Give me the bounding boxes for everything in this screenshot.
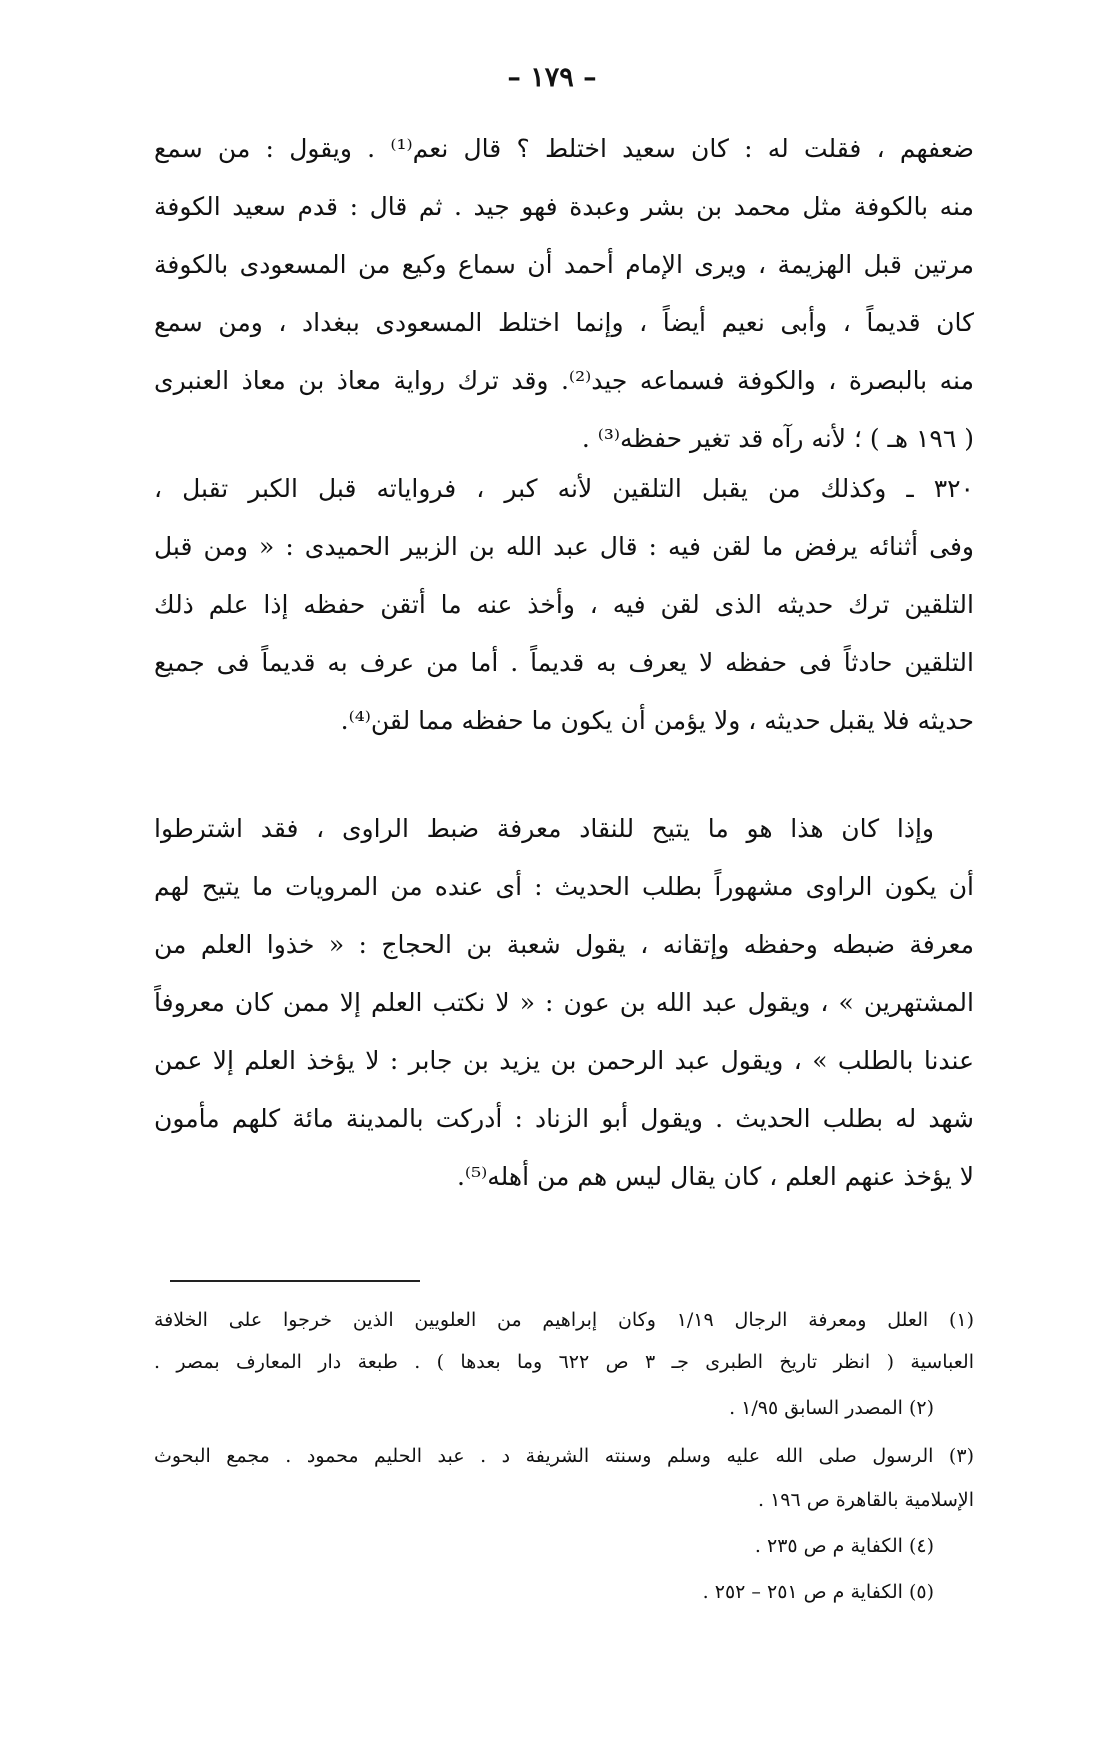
text-line: معرفة ضبطه وحفظه وإتقانه ، يقول شعبة بن الحجاج : « خذوا العلم من xyxy=(154,930,974,959)
text-line: كان قديماً ، وأبى نعيم أيضاً ، وإنما اختلط المسعودى ببغداد ، ومن سمع xyxy=(154,308,974,337)
text-line: لا يؤخذ عنهم العلم ، كان يقال ليس هم من أهله⁽⁵⁾. xyxy=(456,1162,974,1191)
text-line: ضعفهم ، فقلت له : كان سعيد اختلط ؟ قال نعم⁽¹⁾ . ويقول : من سمع xyxy=(154,134,974,163)
text-line: وفى أثنائه يرفض ما لقن فيه : قال عبد الله بن الزبير الحميدى : « ومن قبل xyxy=(154,532,974,561)
text-line: مرتين قبل الهزيمة ، ويرى الإمام أحمد أن سماع وكيع من المسعودى بالكوفة xyxy=(154,250,974,279)
text-line: التلقين ترك حديثه الذى لقن فيه ، وأخذ عنه ما أتقن حفظه إذا علم ذلك xyxy=(154,590,974,619)
text-line: شهد له بطلب الحديث . ويقول أبو الزناد : أدركت بالمدينة مائة كلهم مأمون xyxy=(154,1104,974,1133)
text-line: التلقين حادثاً فى حفظه لا يعرف به قديماً . أما من عرف به قديماً فى جميع xyxy=(154,648,974,677)
text-line: أن يكون الراوى مشهوراً بطلب الحديث : أى عنده من المرويات ما يتيح لهم xyxy=(154,872,974,901)
footnote-2: (٢) المصدر السابق ١/٩٥ . xyxy=(729,1397,934,1419)
footnote-3-continued: الإسلامية بالقاهرة ص ١٩٦ . xyxy=(757,1489,974,1511)
text-line: عندنا بالطلب » ، ويقول عبد الرحمن بن يزيد بن جابر : لا يؤخذ العلم إلا عمن xyxy=(154,1046,974,1075)
footnote-separator xyxy=(170,1280,420,1282)
footnote-1: (١) العلل ومعرفة الرجال ١/١٩ وكان إبراهيم من العلويين الذين خرجوا على الخلافة xyxy=(154,1309,974,1331)
text-line: المشتهرين » ، ويقول عبد الله بن عون : « لا نكتب العلم إلا ممن كان معروفاً xyxy=(154,988,974,1017)
footnote-5: (٥) الكفاية م ص ٢٥١ – ٢٥٢ . xyxy=(702,1581,934,1603)
text-line: وإذا كان هذا هو ما يتيح للنقاد معرفة ضبط الراوى ، فقد اشترطوا xyxy=(154,814,934,843)
text-line: ٣٢٠ ـ وكذلك من يقبل التلقين لأنه كبر ، فرواياته قبل الكبر تقبل ، xyxy=(154,474,974,503)
text-line: حديثه فلا يقبل حديثه ، ولا يؤمن أن يكون ما حفظه مما لقن⁽⁴⁾. xyxy=(340,706,974,735)
text-line: ( ١٩٦ هـ ) ؛ لأنه رآه قد تغير حفظه⁽³⁾ . xyxy=(581,424,974,453)
text-line: منه بالكوفة مثل محمد بن بشر وعبدة فهو جيد . ثم قال : قدم سعيد الكوفة xyxy=(154,192,974,221)
footnote-3: (٣) الرسول صلى الله عليه وسلم وسنته الشريفة د . عبد الحليم محمود . مجمع البحوث xyxy=(154,1445,974,1467)
footnote-4: (٤) الكفاية م ص ٢٣٥ . xyxy=(754,1535,934,1557)
footnote-1-continued: العباسية ( انظر تاريخ الطبرى جـ ٣ ص ٦٢٢ وما بعدها ) . طبعة دار المعارف بمصر . xyxy=(154,1351,974,1373)
text-line: منه بالبصرة ، والكوفة فسماعه جيد⁽²⁾. وقد ترك رواية معاذ بن معاذ العنبرى xyxy=(154,366,974,395)
page-number: – ١٧٩ – xyxy=(507,62,597,93)
